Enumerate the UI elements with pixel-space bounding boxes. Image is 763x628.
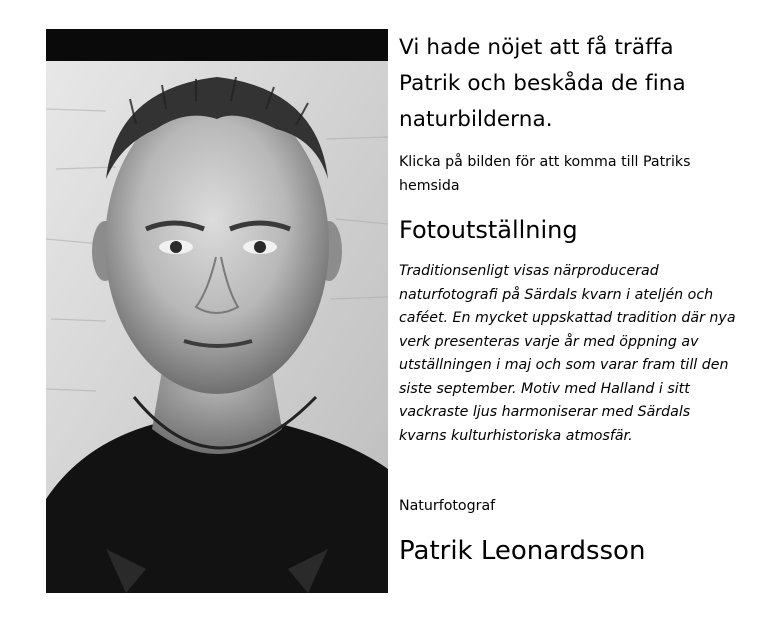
- intro-heading: Vi hade nöjet att få träffa Patrik och beskåda de fina naturbilderna.: [399, 35, 686, 132]
- text-column: [399, 30, 739, 448]
- section-title: Fotoutställning: [399, 216, 578, 244]
- exhibition-description: Traditionsenligt visas närproducerad naturfotografi på Särdals kvarn i ateljén och caféet. En mycket uppskattad tradition där nya verk presenteras varje år med öppning av utställningen i maj och som varar fram till den siste september. Motiv med Halland i sitt vackraste ljus harmoniserar med Särdals kvarns kulturhistoriska atmosfär.: [399, 263, 736, 444]
- photographer-name: Patrik Leonardsson: [399, 536, 646, 566]
- photographer-role: Naturfotograf: [399, 498, 496, 514]
- photographer-portrait-image[interactable]: [46, 29, 388, 593]
- click-note: Klicka på bilden för att komma till Patriks hemsida: [399, 154, 691, 194]
- photographer-portrait-link[interactable]: [46, 29, 388, 593]
